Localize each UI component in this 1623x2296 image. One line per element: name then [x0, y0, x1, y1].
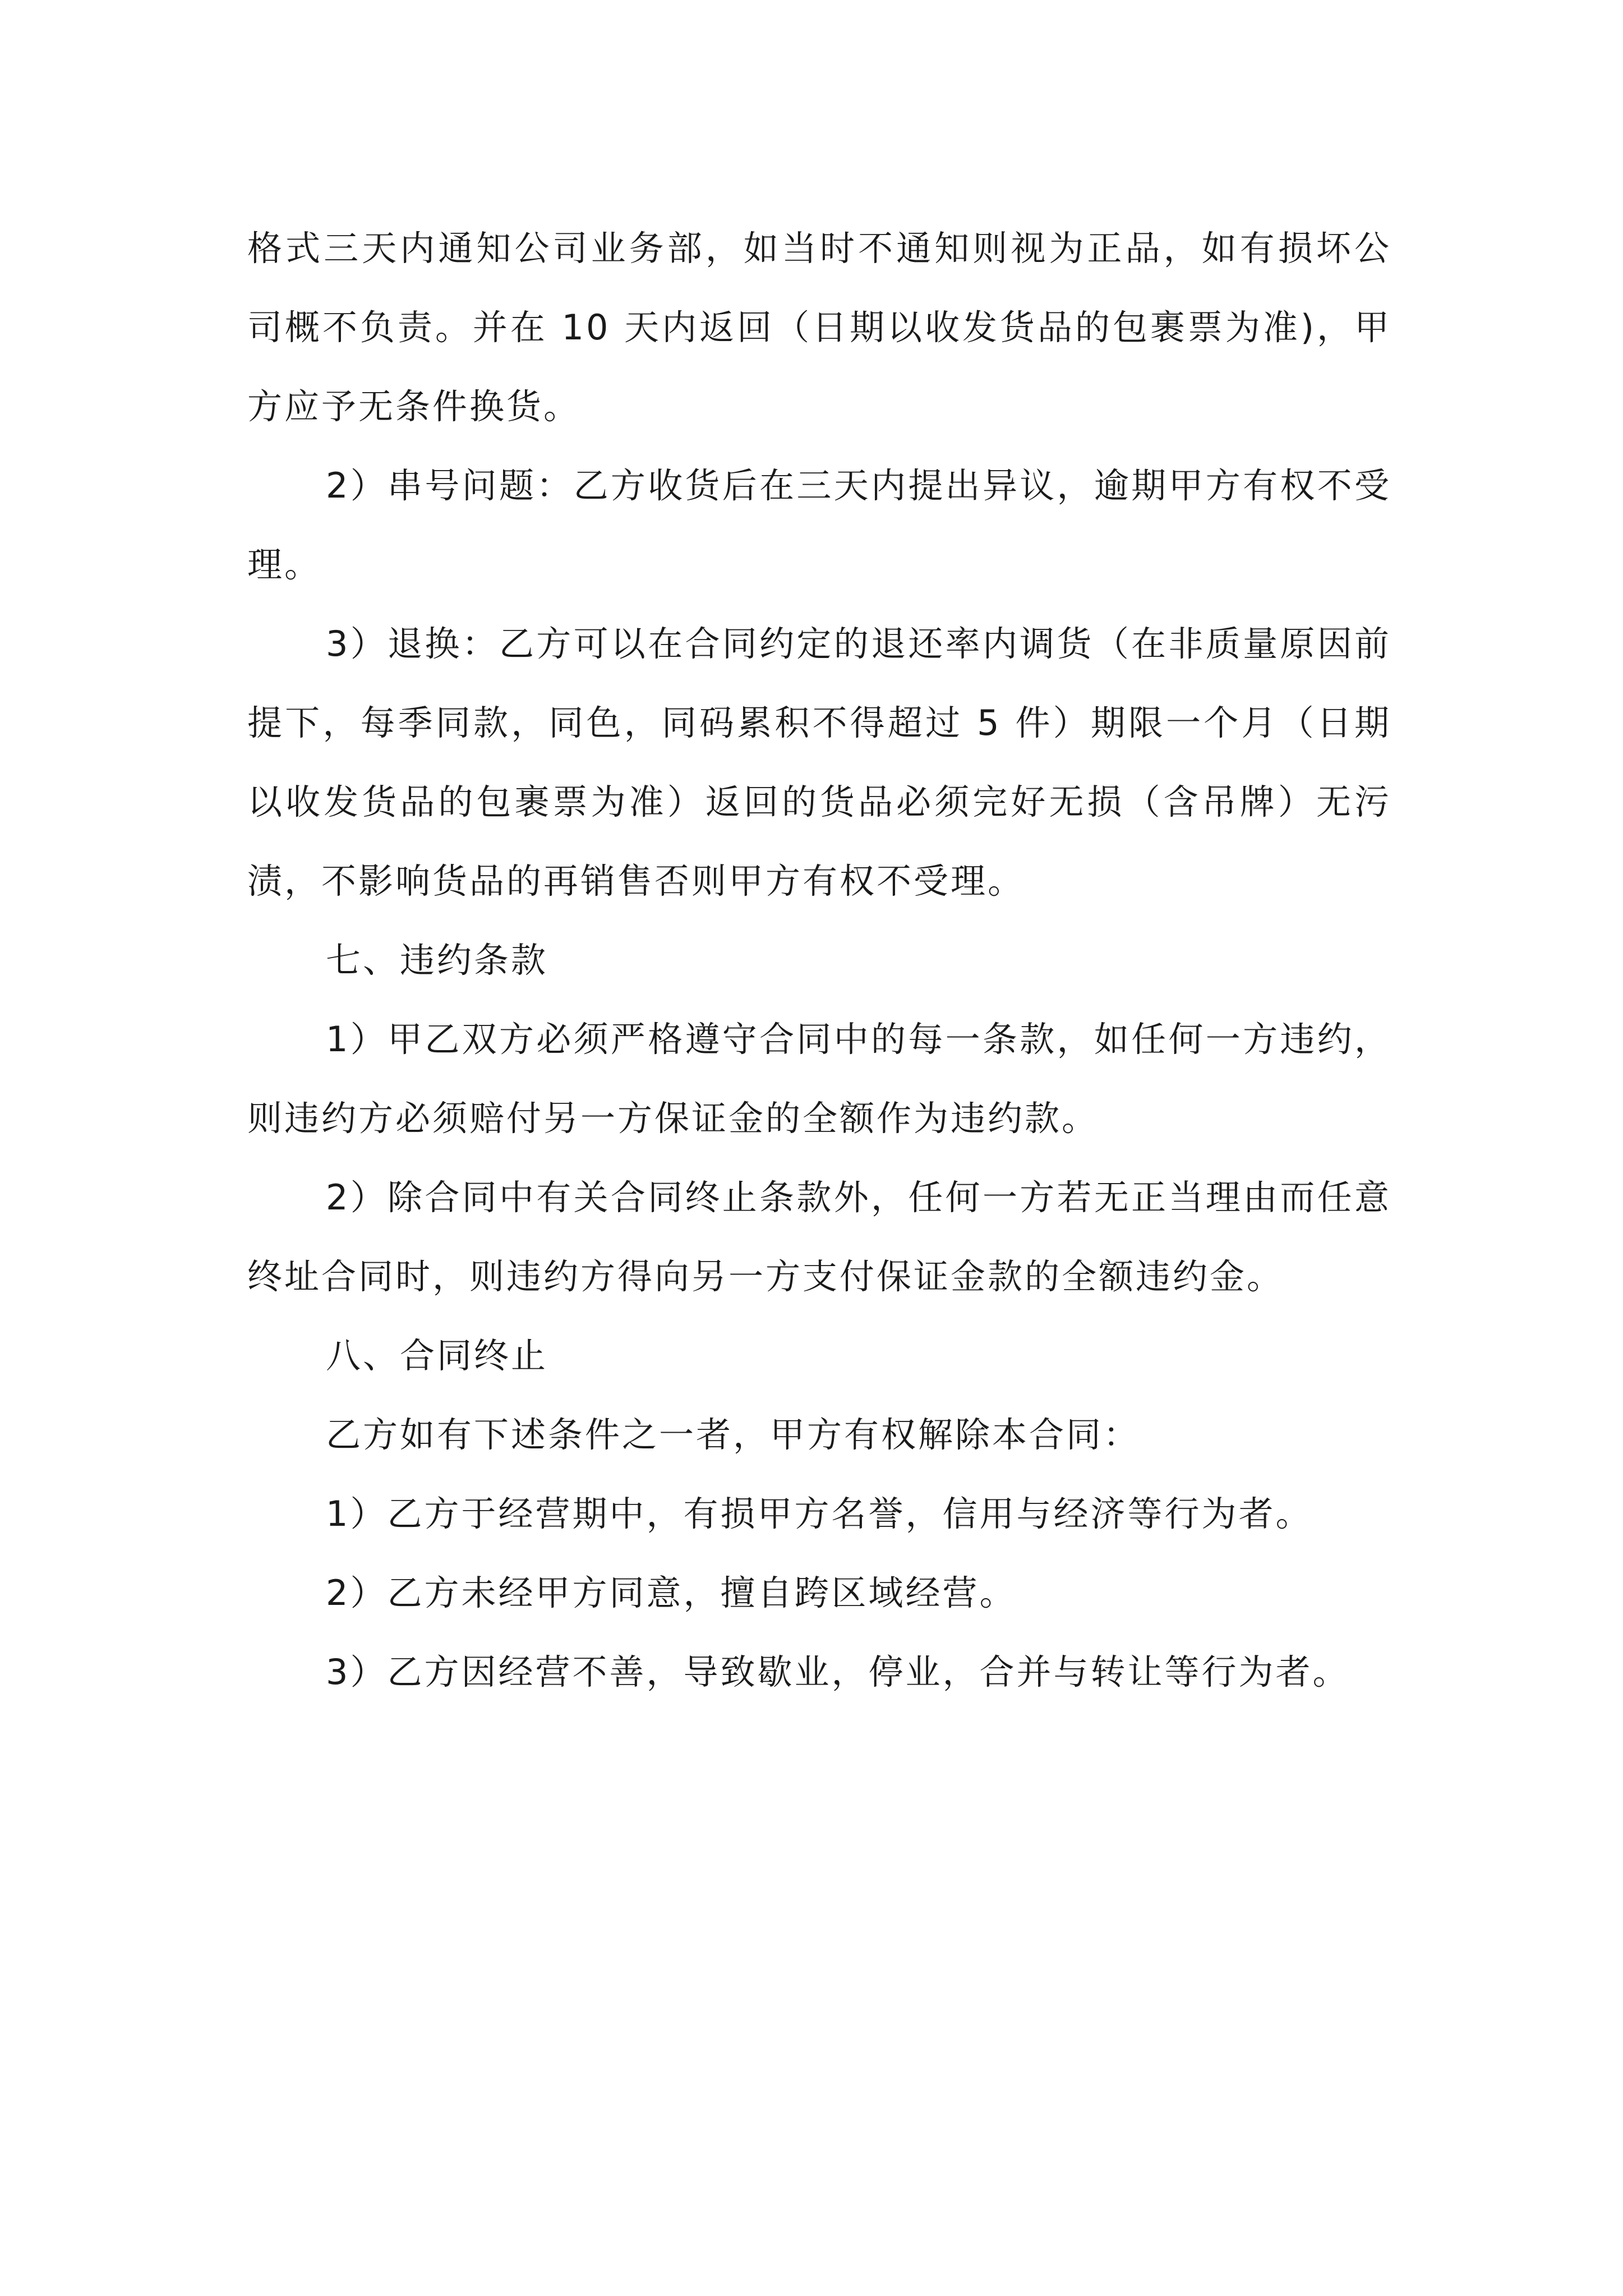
document-body [247, 209, 1391, 1711]
paragraph-breach-1: 1）甲乙双方必须严格遵守合同中的每一条款，如任何一方违约，则违约方必须赔付另一方保证金的全额作为违约款。 [247, 1019, 1391, 1139]
section-heading-contract-termination: 八、合同终止 [326, 1335, 548, 1376]
paragraph-termination-intro: 乙方如有下述条件之一者，甲方有权解除本合同： [326, 1414, 1141, 1455]
paragraph-breach-2: 2）除合同中有关合同终止条款外，任何一方若无正当理由而任意终址合同时，则违约方得向另一方支付保证金款的全额违约金。 [247, 1177, 1391, 1297]
paragraph-exchange: 3）退换：乙方可以在合同约定的退还率内调货（在非质量原因前提下，每季同款，同色，同码累积不得超过 5 件）期限一个月（日期以收发货品的包裹票为准）返回的货品必须完好无损（含吊牌）无污渍，不影响货品的再销售否则甲方有权不受理。 [247, 623, 1391, 901]
paragraph-termination-1: 1）乙方于经营期中，有损甲方名誉，信用与经济等行为者。 [326, 1493, 1313, 1534]
paragraph-serial-number-issue: 2）串号问题：乙方收货后在三天内提出异议，逾期甲方有权不受理。 [247, 465, 1391, 585]
paragraph-termination-3: 3）乙方因经营不善，导致歇业，停业，合并与转让等行为者。 [326, 1651, 1350, 1692]
paragraph-termination-2: 2）乙方未经甲方同意，擅自跨区域经营。 [326, 1572, 1017, 1613]
paragraph-return-continuation: 格式三天内通知公司业务部，如当时不通知则视为正品，如有损坏公司概不负责。并在 10 天内返回（日期以收发货品的包裹票为准)，甲方应予无条件换货。 [247, 228, 1391, 427]
section-heading-breach-clauses: 七、违约条款 [326, 940, 548, 981]
